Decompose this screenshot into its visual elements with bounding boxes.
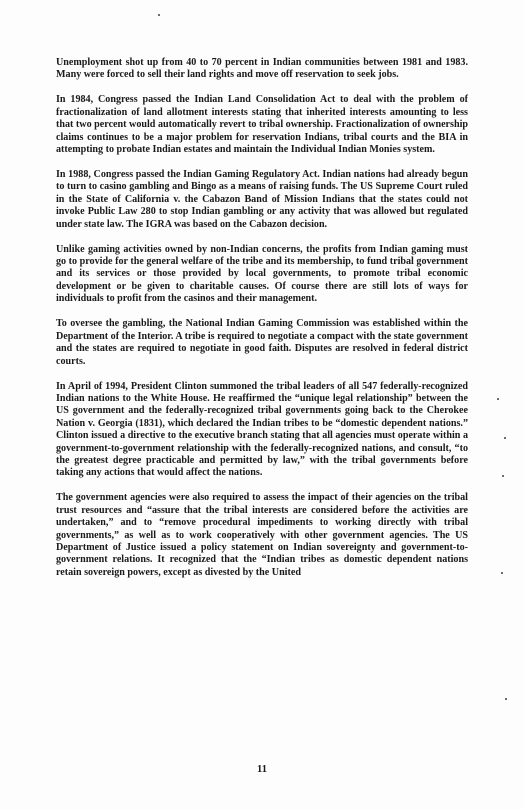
paragraph-gaming-commission: To oversee the gambling, the National Indian Gaming Commission was established within the Department of the Interior. A tribe is required to negotiate a compact with the state government and the states are required to negotiate in good faith. Disputes are resolved in federal district courts.: [56, 318, 468, 367]
scan-speck: [505, 698, 507, 700]
paragraph-clinton-1994: In April of 1994, President Clinton summoned the tribal leaders of all 547 federally-recognized Indian nations to the White House. He reaffirmed the “unique legal relationship” between the US government and the federally-recognized tribal governments going back to the Cherokee Nation v. Georgia (1831), which declared the Indian tribes to be “domestic dependent nations.” Clinton issued a directive to the executive branch stating that all agencies must operate within a government-to-government relationship with the federally-recognized nations, and consult, “to the greatest degree practicable and permitted by law,” with the tribal governments before taking any actions that would affect the nations.: [56, 380, 468, 479]
page-number: 11: [257, 764, 267, 775]
paragraph-gaming-regulatory-act: In 1988, Congress passed the Indian Gaming Regulatory Act. Indian nations had already begun to turn to casino gambling and Bingo as a means of raising funds. The US Supreme Court ruled in the State of California v. the Cabazon Band of Mission Indians that the states could not invoke Public Law 280 to stop Indian gambling or any activity that was allowed but regulated under state law. The IGRA was based on the Cabazon decision.: [56, 169, 468, 230]
scan-speck: [504, 437, 506, 439]
scan-speck: [501, 572, 503, 574]
document-body: [56, 57, 468, 592]
scan-speck: [502, 475, 504, 477]
paragraph-government-agencies: The government agencies were also required to assess the impact of their agencies on the tribal trust resources and “assure that the tribal interests are considered before the activities are undertaken,” and to “remove procedural impediments to working directly with tribal governments,” as well as to work cooperatively with other government agencies. The US Department of Justice issued a policy statement on Indian sovereignty and government-to-government relations. It recognized that the “Indian tribes as domestic dependent nations retain sovereign powers, except as divested by the United: [56, 492, 468, 578]
scan-speck: [158, 14, 160, 16]
paragraph-unemployment: Unemployment shot up from 40 to 70 percent in Indian communities between 1981 and 1983. Many were forced to sell their land rights and move off reservation to seek jobs.: [56, 57, 468, 81]
paragraph-land-consolidation-act: In 1984, Congress passed the Indian Land Consolidation Act to deal with the problem of fractionalization of land allotment interests stating that inherited interests amounting to less that two percent would automatically revert to tribal ownership. Fractionalization of ownership claims continues to be a major problem for reservation Indians, tribal courts and the BIA in attempting to probate Indian estates and maintain the Individual Indian Monies system.: [56, 94, 468, 156]
scan-speck: [497, 398, 499, 400]
paragraph-gaming-profits: Unlike gaming activities owned by non-Indian concerns, the profits from Indian gaming must go to provide for the general welfare of the tribe and its membership, to fund tribal government and its services or those provided by local governments, to promote tribal economic development or be given to charitable causes. Of course there are still lots of ways for individuals to profit from the casinos and their management.: [56, 243, 468, 305]
